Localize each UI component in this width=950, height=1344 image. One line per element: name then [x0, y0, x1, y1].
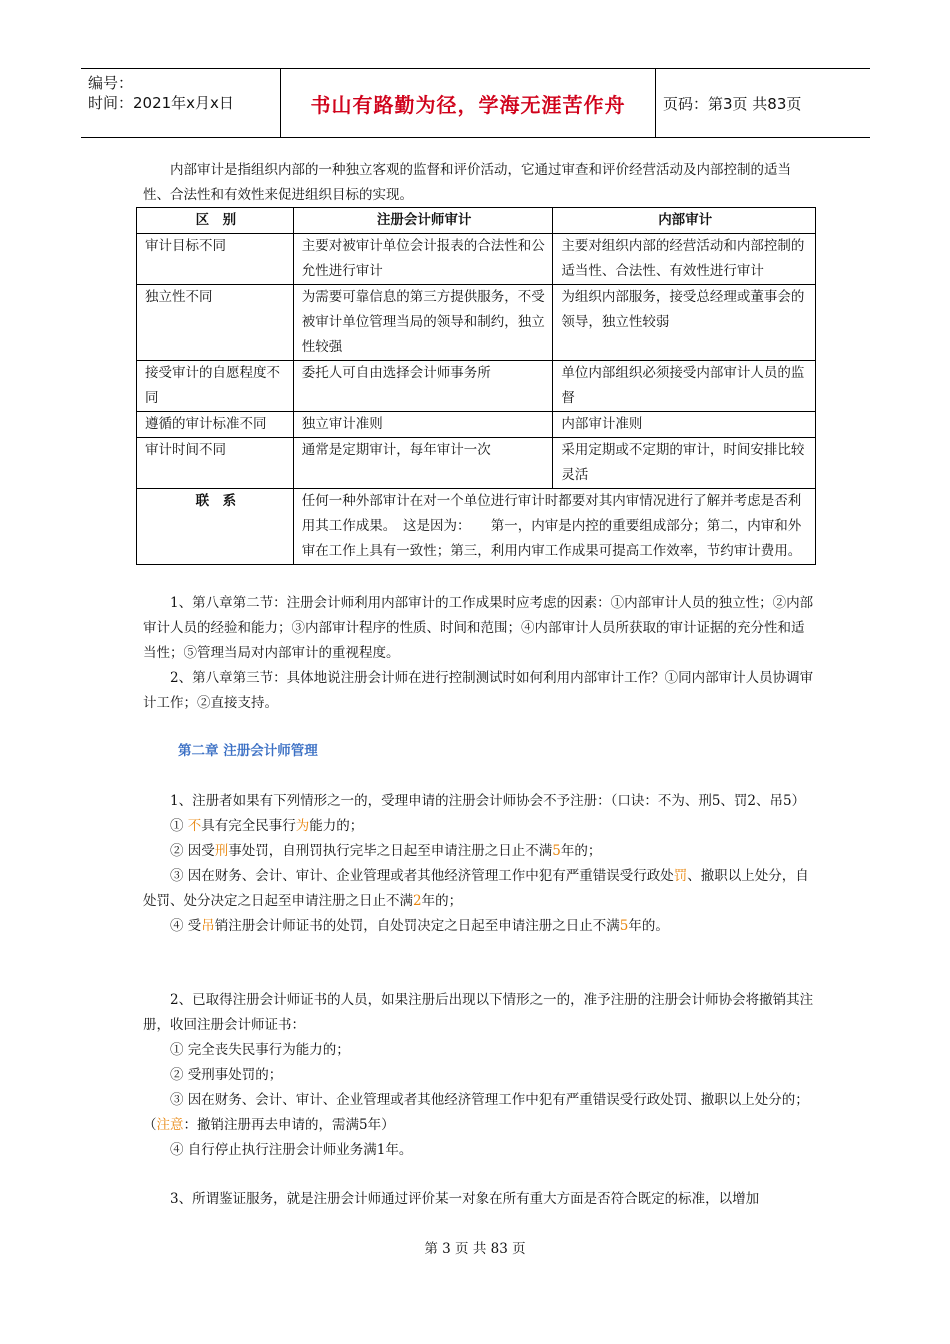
- table-cell: 委托人可自由选择会计师事务所: [293, 361, 553, 412]
- note-item: 1、第八章第二节：注册会计师利用内部审计的工作成果时应考虑的因素：①内部审计人员的独立性；②内部审计人员的经验和能力；③内部审计程序的性质、时间和范围；④内部审计人员所获取的审计证据的充分性和适当性；⑤管理当局对内部审计的重视程度。: [143, 595, 814, 661]
- table-cell: 通常是定期审计，每年审计一次: [293, 438, 553, 489]
- table-cell: 审计目标不同: [137, 234, 294, 285]
- section-1: [143, 789, 815, 939]
- code-label: 编号：: [88, 74, 134, 92]
- table-cell: 为组织内部服务，接受总经理或董事会的领导，独立性较弱: [553, 285, 816, 361]
- table-cell: 采用定期或不定期的审计，时间安排比较灵活: [553, 438, 816, 489]
- table-header-cell: 注册会计师审计: [293, 208, 553, 234]
- relation-text: 任何一种外部审计在对一个单位进行审计时都要对其内审情况进行了解并考虑是否利用其工作成果。 这是因为： 第一，内审是内控的重要组成部分；第二，内审和外审在工作上具有一致性；第三，利用内审工作成果可提高工作效率，节约审计费用。: [293, 489, 815, 565]
- intro-paragraph: 内部审计是指组织内部的一种独立客观的监督和评价活动，它通过审查和评价经营活动及内部控制的适当性、合法性和有效性来促进组织目标的实现。: [143, 162, 791, 203]
- list-item: ① 完全丧失民事行为能力的；: [170, 1042, 350, 1058]
- time-label: 时间：2021年x月x日: [88, 94, 234, 112]
- header-meta: [81, 69, 281, 137]
- table-header-cell: 区 别: [137, 208, 294, 234]
- table-cell: 遵循的审计标准不同: [137, 412, 294, 438]
- header-page-info: 页码：第3页 共83页: [663, 94, 802, 113]
- header-motto: 书山有路勤为径，学海无涯苦作舟: [281, 69, 656, 137]
- section-2: [143, 988, 815, 1163]
- note-item: 2、第八章第三节：具体地说注册会计师在进行控制测试时如何利用内部审计工作？①同内部审计人员协调审计工作；②直接支持。: [143, 670, 814, 711]
- comparison-table: [136, 207, 816, 565]
- page-header: [81, 68, 870, 138]
- table-cell: 独立性不同: [137, 285, 294, 361]
- table-cell: 内部审计准则: [553, 412, 816, 438]
- table-cell: 接受审计的自愿程度不同: [137, 361, 294, 412]
- table-row: [137, 285, 816, 361]
- list-item: ③ 因在财务、会计、审计、企业管理或者其他经济管理工作中犯有严重错误受行政处罚、撤职以上处分的；（注意：撤销注册再去申请的，需满5年）: [143, 1092, 809, 1133]
- page-footer: 第 3 页 共 83 页: [424, 1241, 526, 1257]
- table-row-relation: [137, 489, 816, 565]
- table-cell: 独立审计准则: [293, 412, 553, 438]
- table-header-row: [137, 208, 816, 234]
- table-cell: 主要对组织内部的经营活动和内部控制的适当性、合法性、有效性进行审计: [553, 234, 816, 285]
- list-item: ④ 自行停止执行注册会计师业务满1年。: [170, 1142, 413, 1158]
- section-1-intro: 1、注册者如果有下列情形之一的，受理申请的注册会计师协会不予注册：（口诀：不为、刑5、罚2、吊5）: [170, 793, 806, 809]
- list-item: ① 不具有完全民事行为能力的；: [170, 818, 364, 834]
- notes-block: [143, 591, 815, 716]
- relation-label: 联 系: [137, 489, 294, 565]
- list-item: ② 因受刑事处罚，自刑罚执行完毕之日起至申请注册之日止不满5年的；: [170, 843, 602, 859]
- table-row: [137, 412, 816, 438]
- chapter-title: 第二章 注册会计师管理: [178, 743, 318, 759]
- list-item: ④ 受吊销注册会计师证书的处罚，自处罚决定之日起至申请注册之日止不满5年的。: [170, 918, 669, 934]
- table-header-cell: 内部审计: [553, 208, 816, 234]
- section-2-intro: 2、已取得注册会计师证书的人员，如果注册后出现以下情形之一的，准予注册的注册会计师协会将撤销其注册，收回注册会计师证书：: [143, 992, 814, 1033]
- table-cell: 主要对被审计单位会计报表的合法性和公允性进行审计: [293, 234, 553, 285]
- table-row: [137, 361, 816, 412]
- table-row: [137, 438, 816, 489]
- list-item: ② 受刑事处罚的；: [170, 1067, 283, 1083]
- table-row: [137, 234, 816, 285]
- table-cell: 单位内部组织必须接受内部审计人员的监督: [553, 361, 816, 412]
- table-cell: 为需要可靠信息的第三方提供服务，不受被审计单位管理当局的领导和制约，独立性较强: [293, 285, 553, 361]
- section-3: 3、所谓鉴证服务，就是注册会计师通过评价某一对象在所有重大方面是否符合既定的标准，以增加: [170, 1191, 760, 1207]
- table-cell: 审计时间不同: [137, 438, 294, 489]
- list-item: ③ 因在财务、会计、审计、企业管理或者其他经济管理工作中犯有严重错误受行政处罚、撤职以上处分，自处罚、处分决定之日起至申请注册之日止不满2年的；: [143, 868, 809, 909]
